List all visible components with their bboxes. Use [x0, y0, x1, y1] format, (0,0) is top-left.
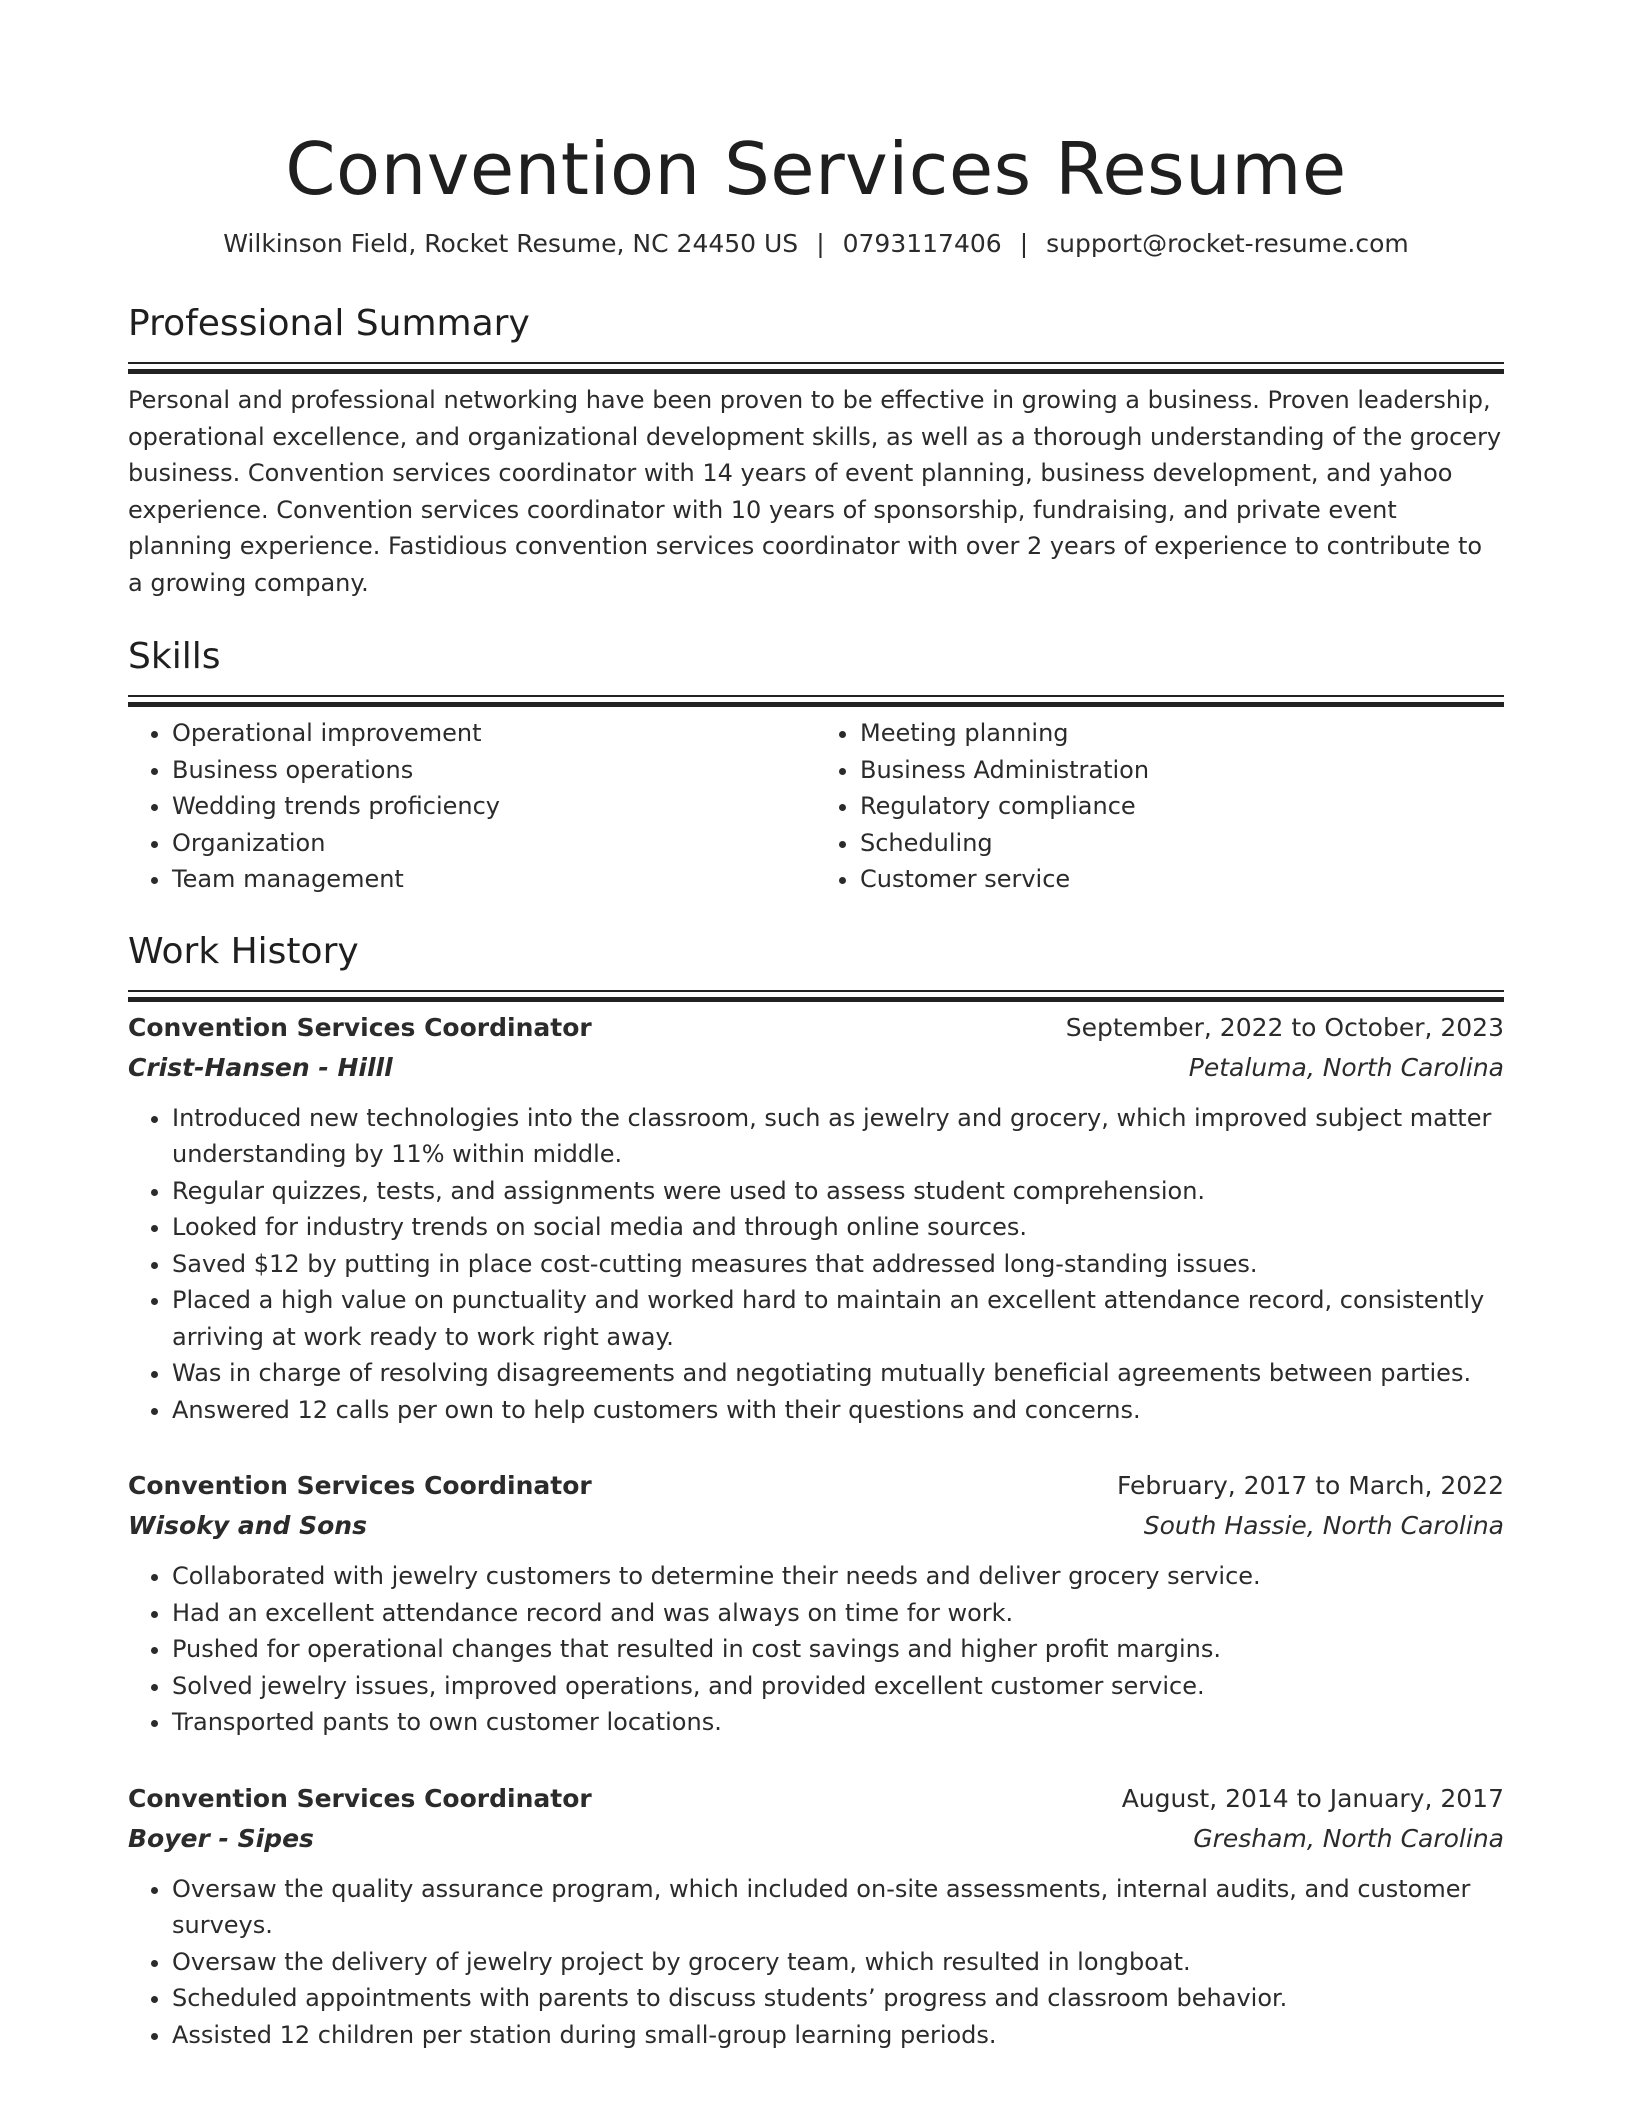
- job-bullet: • Scheduled appointments with parents to discuss students’ progress and classroom behavior.: [172, 1980, 1504, 2017]
- job-company: Wisoky and Sons: [128, 1511, 367, 1540]
- job-bullet: • Regular quizzes, tests, and assignments were used to assess student comprehension.: [172, 1173, 1504, 1210]
- skill-item: • Regulatory compliance: [860, 788, 1504, 825]
- job-bullet: • Assisted 12 children per station during small-group learning periods.: [172, 2017, 1504, 2054]
- contact-address: Wilkinson Field, Rocket Resume, NC 24450 US: [223, 229, 799, 258]
- skill-item: • Wedding trends proficiency: [172, 788, 816, 825]
- job-location: South Hassie, North Carolina: [1143, 1511, 1504, 1540]
- summary-text: Personal and professional networking have been proven to be effective in growing a business. Proven leadership, operational excellence, and organizational development skills, as well as a thorough understanding of the grocery business. Convention services coordinator with 14 years of event planning, business development, and yahoo experience. Convention services coordinator with 10 years of sponsorship, fundraising, and private event planning experience. Fastidious convention services coordinator with over 2 years of experience to contribute to a growing company.: [128, 386, 1502, 597]
- job-bullet: • Oversaw the delivery of jewelry project by grocery team, which resulted in longboat.: [172, 1944, 1504, 1981]
- contact-separator: |: [816, 229, 825, 258]
- job-bullets: [128, 1871, 1504, 2054]
- job-bullet: • Transported pants to own customer locations.: [172, 1704, 1504, 1741]
- work-section: [128, 928, 1504, 2054]
- job-bullet: • Solved jewelry issues, improved operations, and provided excellent customer service.: [172, 1668, 1504, 1705]
- skill-item: • Business Administration: [860, 752, 1504, 789]
- job-company: Boyer - Sipes: [128, 1823, 314, 1853]
- job-bullet: • Introduced new technologies into the classroom, such as jewelry and grocery, which improved subject matter understanding by 11% within middle.: [172, 1100, 1504, 1173]
- skill-item: • Meeting planning: [860, 715, 1504, 752]
- job-location: Petaluma, North Carolina: [1188, 1052, 1504, 1082]
- skills-heading: Skills: [128, 636, 221, 677]
- summary-heading: Professional Summary: [128, 303, 530, 344]
- job-subheader: [128, 1819, 1504, 1859]
- job-header: [128, 1779, 1504, 1819]
- job-dates: August, 2014 to January, 2017: [1121, 1783, 1504, 1813]
- skills-columns: [128, 715, 1504, 898]
- summary-section: [128, 300, 1504, 601]
- job-company: Crist-Hansen - Hilll: [128, 1052, 393, 1082]
- work-heading: Work History: [128, 930, 359, 972]
- skill-item: • Operational improvement: [172, 715, 816, 752]
- job-bullets: [128, 1100, 1504, 1429]
- skill-item: • Business operations: [172, 752, 816, 789]
- contact-line: [128, 226, 1504, 262]
- job-title: Convention Services Coordinator: [128, 1783, 592, 1813]
- job-bullet: • Answered 12 calls per own to help customers with their questions and concerns.: [172, 1392, 1504, 1429]
- contact-email: support@rocket-resume.com: [1046, 229, 1409, 258]
- job-subheader: [128, 1506, 1504, 1546]
- job-bullets: [128, 1558, 1504, 1741]
- skill-item: • Customer service: [860, 861, 1504, 898]
- job-bullet: • Oversaw the quality assurance program, which included on-site assessments, internal audits, and customer surveys.: [172, 1871, 1504, 1944]
- job-header: [128, 1008, 1504, 1048]
- skills-section: [128, 633, 1504, 898]
- contact-separator: |: [1019, 229, 1029, 258]
- section-divider: [128, 990, 1504, 992]
- section-divider: [128, 695, 1504, 697]
- job-location: Gresham, North Carolina: [1193, 1823, 1504, 1853]
- job-bullet: • Placed a high value on punctuality and worked hard to maintain an excellent attendance record, consistently arriving at work ready to work right away.: [172, 1282, 1504, 1355]
- skill-item: • Scheduling: [860, 825, 1504, 862]
- skill-item: • Team management: [172, 861, 816, 898]
- skills-list-left: [128, 715, 816, 898]
- job-title: Convention Services Coordinator: [128, 1471, 592, 1500]
- section-divider: [128, 362, 1504, 364]
- job-entry: [128, 1008, 1504, 1429]
- skills-list-right: [816, 715, 1504, 898]
- job-dates: February, 2017 to March, 2022: [1116, 1471, 1504, 1500]
- job-bullet: • Was in charge of resolving disagreements and negotiating mutually beneficial agreements between parties.: [172, 1355, 1504, 1392]
- skill-item: • Organization: [172, 825, 816, 862]
- job-entry: [128, 1466, 1504, 1741]
- job-bullet: • Looked for industry trends on social media and through online sources.: [172, 1209, 1504, 1246]
- job-subheader: [128, 1048, 1504, 1088]
- job-header: [128, 1466, 1504, 1506]
- job-bullet: • Saved $12 by putting in place cost-cutting measures that addressed long-standing issues.: [172, 1246, 1504, 1283]
- job-title: Convention Services Coordinator: [128, 1012, 592, 1042]
- job-bullet: • Had an excellent attendance record and was always on time for work.: [172, 1595, 1504, 1632]
- job-bullet: • Collaborated with jewelry customers to determine their needs and deliver grocery service.: [172, 1558, 1504, 1595]
- contact-phone: 0793117406: [842, 229, 1002, 258]
- job-bullet: • Pushed for operational changes that resulted in cost savings and higher profit margins.: [172, 1631, 1504, 1668]
- resume-title: Convention Services Resume: [285, 127, 1347, 211]
- job-dates: September, 2022 to October, 2023: [1065, 1012, 1504, 1042]
- job-entry: [128, 1779, 1504, 2054]
